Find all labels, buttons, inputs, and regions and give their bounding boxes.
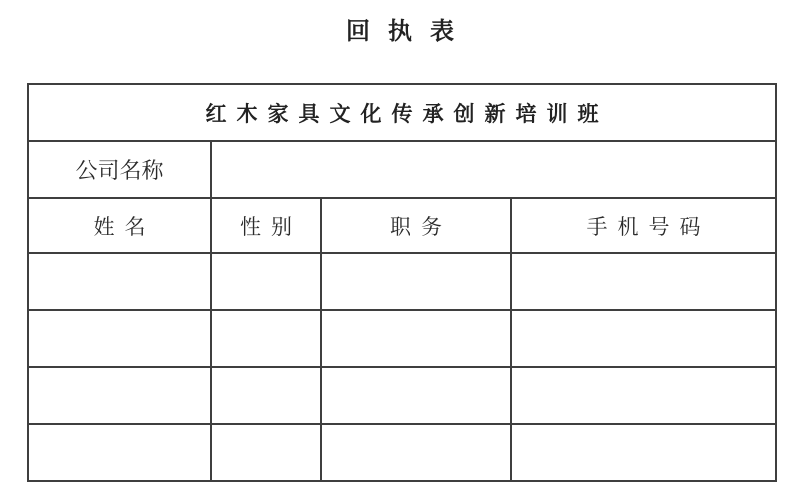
course-title: 红木家具文化传承创新培训班 — [28, 84, 776, 141]
entry-cell-mobile[interactable] — [511, 367, 776, 424]
column-header-mobile: 手机号码 — [511, 198, 776, 253]
company-name-input-cell[interactable] — [211, 141, 776, 198]
entry-cell-name[interactable] — [28, 310, 211, 367]
column-header-position: 职务 — [321, 198, 511, 253]
entry-row — [28, 424, 776, 481]
entry-cell-position[interactable] — [321, 367, 511, 424]
entry-cell-mobile[interactable] — [511, 424, 776, 481]
entry-cell-name[interactable] — [28, 253, 211, 310]
registration-table — [27, 83, 777, 482]
entry-cell-position[interactable] — [321, 253, 511, 310]
column-header-name: 姓名 — [28, 198, 211, 253]
entry-cell-mobile[interactable] — [511, 310, 776, 367]
company-row — [28, 141, 776, 198]
entry-cell-mobile[interactable] — [511, 253, 776, 310]
entry-cell-name[interactable] — [28, 367, 211, 424]
entry-row — [28, 310, 776, 367]
entry-cell-position[interactable] — [321, 424, 511, 481]
column-header-gender: 性别 — [211, 198, 321, 253]
entry-row — [28, 253, 776, 310]
entry-rows — [28, 253, 776, 481]
company-name-label: 公司名称 — [28, 141, 211, 198]
entry-cell-gender[interactable] — [211, 310, 321, 367]
entry-cell-gender[interactable] — [211, 367, 321, 424]
entry-cell-gender[interactable] — [211, 424, 321, 481]
entry-cell-name[interactable] — [28, 424, 211, 481]
page-title: 回执表 — [346, 18, 472, 45]
reply-form-page — [0, 16, 800, 239]
entry-cell-gender[interactable] — [211, 253, 321, 310]
course-title-row — [28, 84, 776, 141]
entry-cell-position[interactable] — [321, 310, 511, 367]
entry-row — [28, 367, 776, 424]
column-header-row — [28, 198, 776, 253]
